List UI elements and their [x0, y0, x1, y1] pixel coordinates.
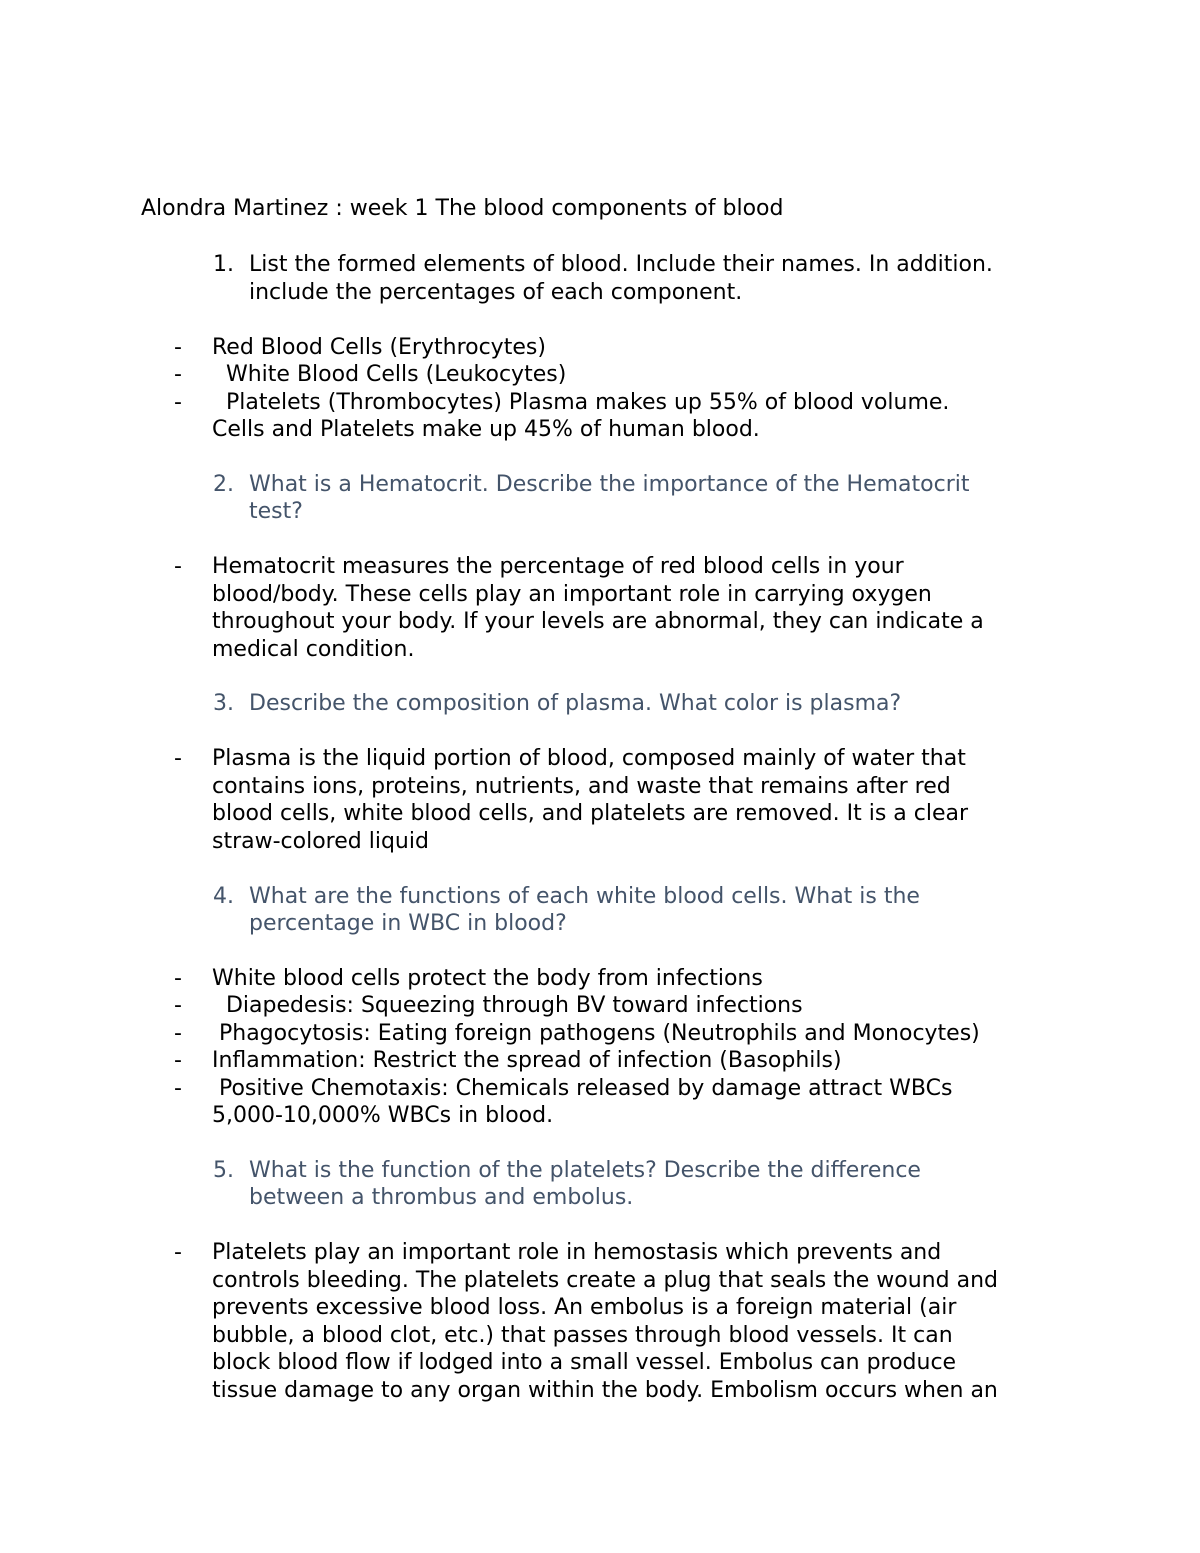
answer-text: medical condition.	[212, 637, 415, 662]
answer-text: 5,000-10,000% WBCs in blood.	[212, 1103, 554, 1128]
bullet-dash: -	[174, 746, 182, 771]
answer-text: block blood flow if lodged into a small vessel. Embolus can produce	[212, 1350, 957, 1375]
bullet-dash: -	[174, 390, 182, 415]
answer-text: bubble, a blood clot, etc.) that passes through blood vessels. It can	[212, 1323, 953, 1348]
question-text: What is the function of the platelets? Describe the difference	[249, 1158, 921, 1183]
answer-text: Platelets (Thrombocytes) Plasma makes up 55% of blood volume.	[212, 390, 950, 415]
answer-text: prevents excessive blood loss. An embolus is a foreign material (air	[212, 1295, 957, 1320]
answer-text: Phagocytosis: Eating foreign pathogens (Neutrophils and Monocytes)	[212, 1021, 980, 1046]
answer-text: Platelets play an important role in hemostasis which prevents and	[212, 1240, 942, 1265]
question-text: List the formed elements of blood. Include their names. In addition.	[249, 252, 993, 277]
answer-text: tissue damage to any organ within the body. Embolism occurs when an	[212, 1378, 998, 1403]
answer-text: controls bleeding. The platelets create a plug that seals the wound and	[212, 1268, 998, 1293]
answer-text: throughout your body. If your levels are abnormal, they can indicate a	[212, 609, 984, 634]
bullet-dash: -	[174, 335, 182, 360]
answer-text: Positive Chemotaxis: Chemicals released by damage attract WBCs	[212, 1076, 953, 1101]
question-text: What is a Hematocrit. Describe the importance of the Hematocrit	[249, 472, 970, 497]
bullet-dash: -	[174, 966, 182, 991]
question-text: between a thrombus and embolus.	[249, 1185, 634, 1210]
answer-text: blood/body. These cells play an important role in carrying oxygen	[212, 582, 932, 607]
answer-text: straw-colored liquid	[212, 829, 429, 854]
answer-text: Inflammation: Restrict the spread of infection (Basophils)	[212, 1048, 842, 1073]
answer-text: Diapedesis: Squeezing through BV toward infections	[212, 993, 803, 1018]
question-text: What are the functions of each white blood cells. What is the	[249, 884, 920, 909]
bullet-dash: -	[174, 554, 182, 579]
document-title: Alondra Martinez : week 1 The blood components of blood	[141, 196, 784, 221]
bullet-dash: -	[174, 362, 182, 387]
bullet-dash: -	[174, 1076, 182, 1101]
question-text: Describe the composition of plasma. What color is plasma?	[249, 691, 902, 716]
question-number: 5.	[213, 1158, 234, 1183]
answer-text: blood cells, white blood cells, and platelets are removed. It is a clear	[212, 801, 969, 826]
question-text: include the percentages of each component.	[249, 280, 743, 305]
answer-text: Cells and Platelets make up 45% of human blood.	[212, 417, 760, 442]
question-text: percentage in WBC in blood?	[249, 911, 567, 936]
answer-text: Hematocrit measures the percentage of red blood cells in your	[212, 554, 904, 579]
bullet-dash: -	[174, 1021, 182, 1046]
bullet-dash: -	[174, 993, 182, 1018]
answer-text: Plasma is the liquid portion of blood, composed mainly of water that	[212, 746, 966, 771]
question-number: 4.	[213, 884, 234, 909]
bullet-dash: -	[174, 1240, 182, 1265]
question-number: 3.	[213, 691, 234, 716]
answer-text: Red Blood Cells (Erythrocytes)	[212, 335, 546, 360]
question-text: test?	[249, 499, 303, 524]
question-number: 2.	[213, 472, 234, 497]
answer-text: White Blood Cells (Leukocytes)	[212, 362, 567, 387]
bullet-dash: -	[174, 1048, 182, 1073]
answer-text: White blood cells protect the body from infections	[212, 966, 763, 991]
answer-text: contains ions, proteins, nutrients, and waste that remains after red	[212, 774, 951, 799]
question-number: 1.	[213, 252, 234, 277]
